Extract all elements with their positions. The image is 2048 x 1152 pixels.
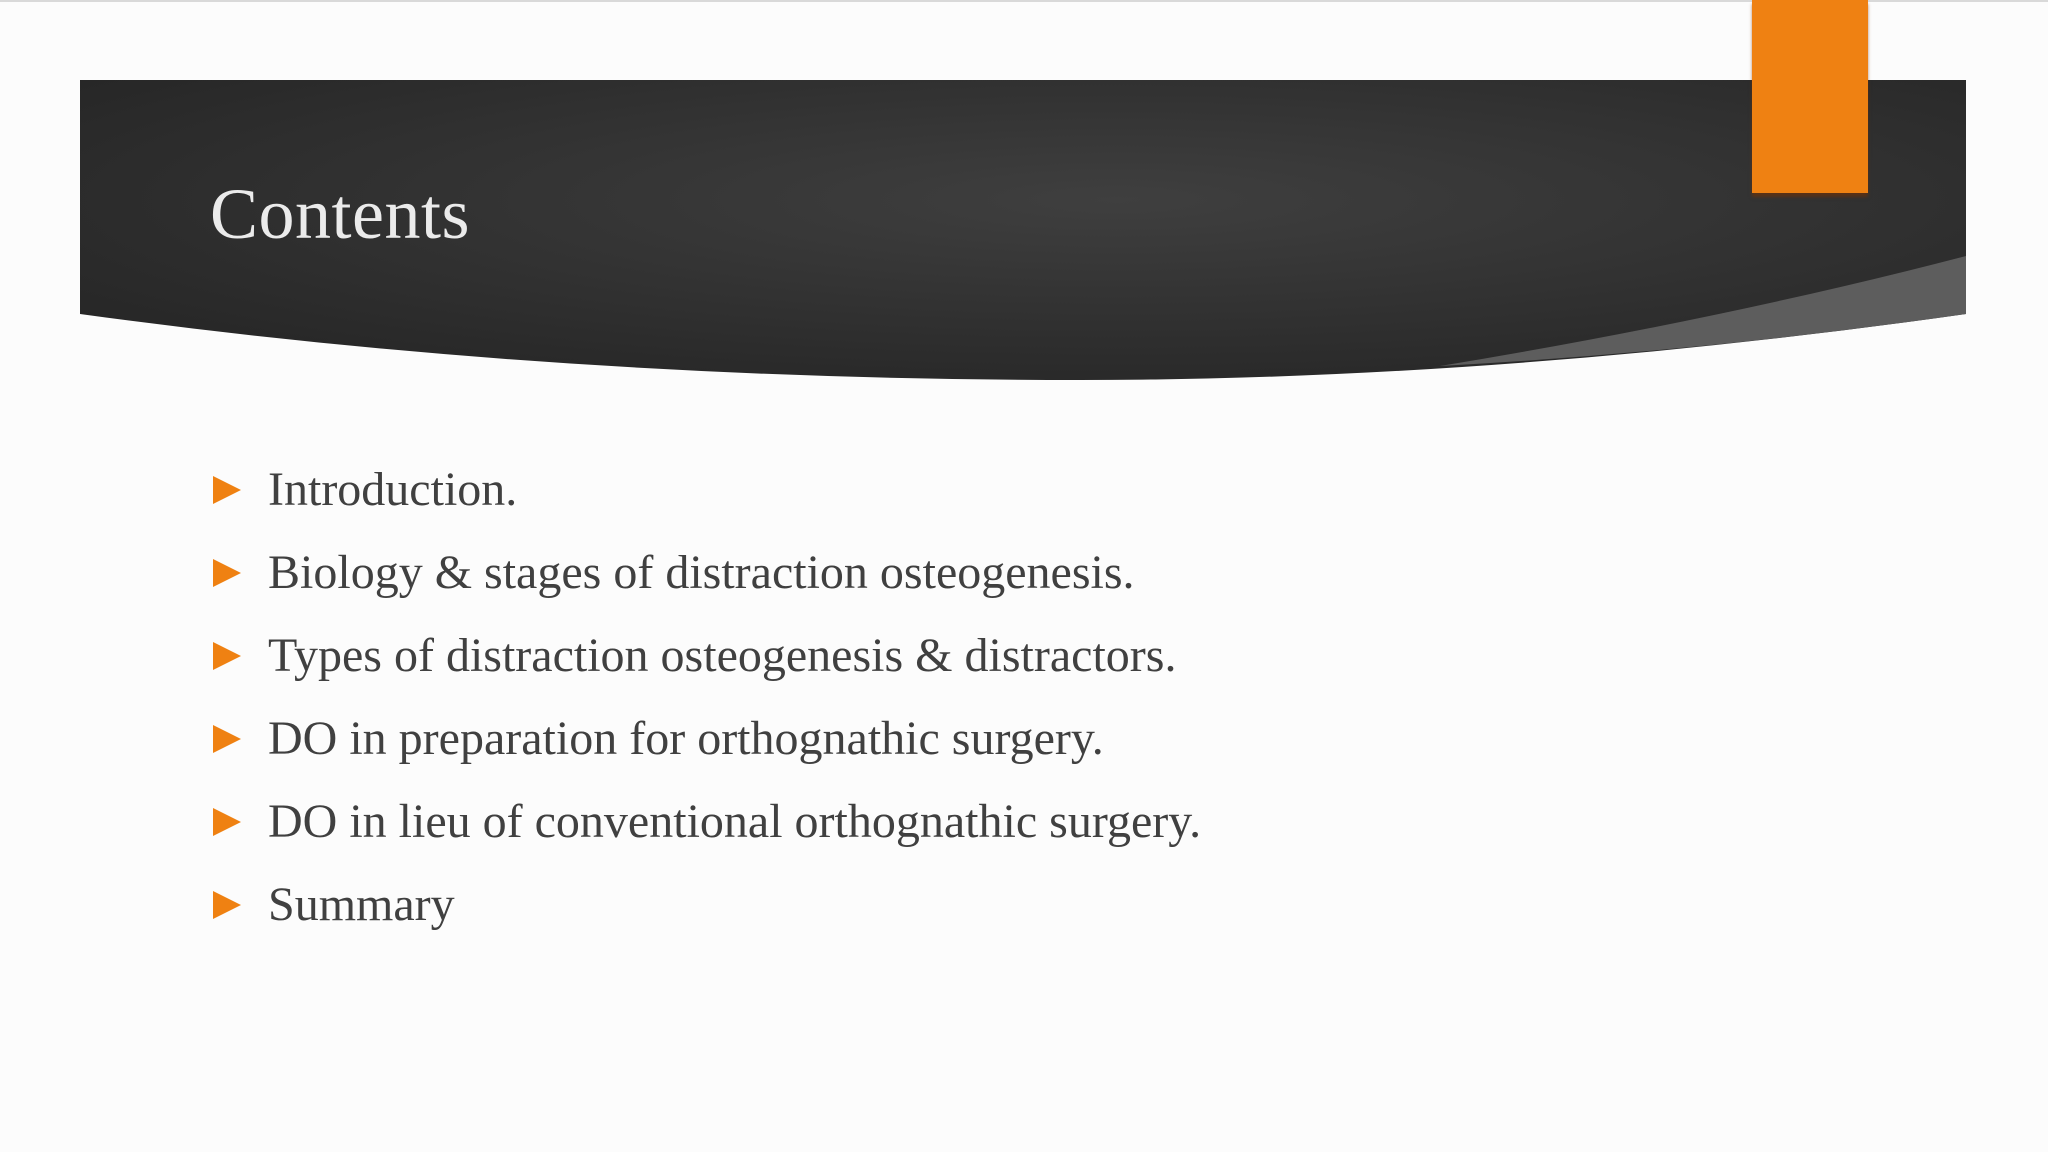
triangle-right-icon [212, 890, 242, 920]
triangle-right-icon [212, 558, 242, 588]
triangle-right-icon [212, 724, 242, 754]
triangle-right-icon [212, 475, 242, 505]
triangle-right-icon [212, 641, 242, 671]
list-item [212, 614, 1201, 697]
list-item [212, 863, 1201, 946]
list-item-label: Biology & stages of distraction osteogenesis. [268, 545, 1135, 599]
list-item [212, 780, 1201, 863]
list-item-label: Introduction. [268, 462, 518, 516]
triangle-right-icon [212, 807, 242, 837]
accent-tab [1752, 0, 1868, 193]
list-item [212, 448, 1201, 531]
list-item-label: DO in lieu of conventional orthognathic surgery. [268, 794, 1202, 848]
list-item-label: DO in preparation for orthognathic surgery. [268, 711, 1104, 765]
list-item-label: Summary [268, 877, 455, 931]
list-item-label: Types of distraction osteogenesis & distractors. [268, 628, 1177, 682]
list-item [212, 697, 1201, 780]
list-item [212, 531, 1201, 614]
contents-list [212, 448, 1201, 946]
slide-title: Contents [210, 174, 471, 254]
